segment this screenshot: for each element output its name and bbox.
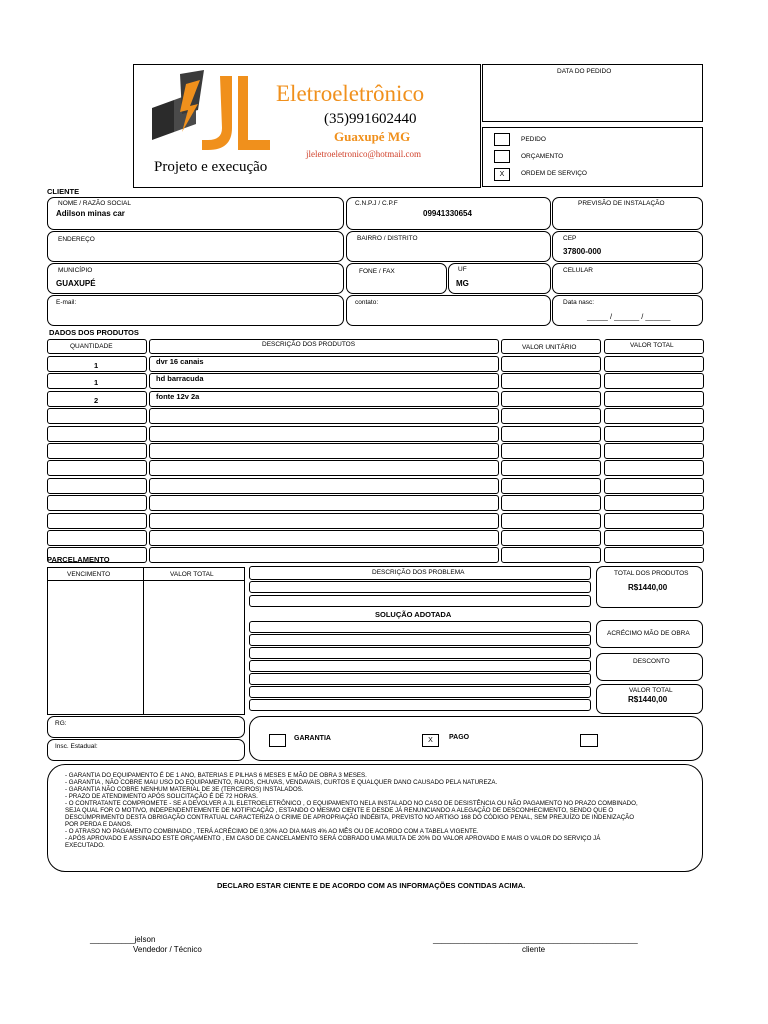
product-row-5-desc-cell[interactable] — [149, 426, 499, 442]
nome-value: Adilson minas car — [56, 209, 125, 218]
cnpj-value: 09941330654 — [423, 209, 472, 218]
problema-line-2[interactable] — [249, 595, 591, 607]
terms-line: - PRAZO DE ATENDIMENTO APÓS SOLICITAÇÃO É DE 72 HORAS. — [65, 793, 258, 800]
logo-panel — [133, 64, 481, 188]
label-orcamento: ORÇAMENTO — [521, 153, 564, 160]
product-quantity: 1 — [94, 361, 99, 370]
product-row-10-unit-cell[interactable] — [501, 513, 601, 529]
product-description: fonte 12v 2a — [156, 391, 200, 401]
checkbox-ordem-servico[interactable]: X — [494, 168, 510, 181]
product-row-4-unit-cell[interactable] — [501, 408, 601, 424]
label-pedido: PEDIDO — [521, 136, 546, 143]
header-valor-total: VALOR TOTAL — [604, 339, 704, 354]
cnpj-label: C.N.P.J / C.P.F — [355, 200, 398, 207]
desconto-label: DESCONTO — [633, 658, 670, 665]
cliente-signature-line: ______________________________________________ — [433, 935, 638, 944]
terms-line: - O ATRASO NO PAGAMENTO COMBINADO , TERÁ ACRÉCIMO DE 0,30% AO DIA MAIS 4% AO MÊS OU DE ACORDO COM A TABELA VIGENTE. — [65, 828, 479, 835]
product-description: dvr 16 canais — [156, 357, 204, 366]
product-row-4-total-cell[interactable] — [604, 408, 704, 424]
company-city: Guaxupé MG — [334, 129, 411, 144]
field-endereco[interactable] — [47, 231, 344, 262]
product-row-6-desc-cell[interactable] — [149, 443, 499, 459]
product-row-5-total-cell[interactable] — [604, 426, 704, 442]
uf-value: MG — [456, 279, 469, 288]
product-row-11-desc-cell[interactable] — [149, 530, 499, 546]
product-row-12-desc-cell[interactable] — [149, 547, 499, 563]
checkbox-pedido[interactable] — [494, 133, 510, 146]
field-rg[interactable] — [47, 716, 245, 738]
terms-line: POR PERDA E DANOS. — [65, 821, 133, 828]
terms-line: - GARANTIA , NÃO COBRE MAU USO DO EQUIPAMENTO, RAIOS, CHUVAS, VENDAVAIS, CURTOS E QUALQUER DANO CAUSADO PELA NATUREZA. — [65, 779, 498, 786]
section-produtos: DADOS DOS PRODUTOS — [49, 328, 139, 337]
cep-label: CEP — [563, 235, 577, 242]
order-date-label: DATA DO PEDIDO — [557, 68, 612, 75]
product-row-9-qty-cell[interactable] — [47, 495, 147, 511]
field-inscricao[interactable] — [47, 739, 245, 761]
terms-text — [65, 772, 638, 849]
label-ordem-servico: ORDEM DE SERVIÇO — [521, 170, 587, 177]
product-row-10-desc-cell[interactable] — [149, 513, 499, 529]
company-name: Eletroeletrônico — [276, 81, 425, 106]
field-data-nascimento[interactable] — [552, 295, 703, 326]
uf-label: UF — [458, 266, 467, 273]
field-cep[interactable] — [552, 231, 703, 262]
checkbox-garantia[interactable] — [269, 734, 286, 747]
product-row-6-total-cell[interactable] — [604, 443, 704, 459]
email-label: E-mail: — [56, 299, 77, 306]
terms-line: DESCUMPRIMENTO DESTA OBRIGAÇÃO CONTRATUAL CARACTERIZA O CRIME DE APROPRIAÇÃO INDÉBITA, PREVISTO NO ARTIGO 168 DO CÓDIGO PENAL, SEM PREJUÍZO DE INDENIZAÇÃO — [65, 814, 635, 821]
product-row-7-desc-cell[interactable] — [149, 460, 499, 476]
vencimento-label: VENCIMENTO — [67, 571, 111, 578]
contato-label: contato: — [355, 299, 379, 306]
terms-line: EXECUTADO. — [65, 842, 105, 849]
product-row-7-unit-cell[interactable] — [501, 460, 601, 476]
parcelamento-header-line — [48, 580, 244, 581]
product-row-2-total-cell[interactable] — [604, 373, 704, 389]
terms-line: - GARANTIA DO EQUIPAMENTO É DE 1 ANO, BATERIAS E PILHAS 6 MESES E MÃO DE OBRA 3 MESES. — [65, 772, 367, 779]
endereco-label: ENDEREÇO — [58, 236, 95, 243]
field-celular[interactable] — [552, 263, 703, 294]
section-cliente: CLIENTE — [47, 187, 80, 196]
terms-line: - O CONTRATANTE COMPROMETE - SE A DEVOLVER A JL ELETROELETRÔNICO , O EQUIPAMENTO NELA INSTALADO NO CASO DE DESISTÊNCIA OU NÃO PAGAMENTO NO PRAZO COMBINADO, — [65, 800, 638, 807]
field-uf[interactable] — [448, 263, 551, 294]
product-row-12-unit-cell[interactable] — [501, 547, 601, 563]
bairro-label: BAIRRO / DISTRITO — [357, 235, 418, 242]
header-valor-unitario: VALOR UNITÁRIO — [501, 339, 601, 354]
terms-line: - GARANTIA NÃO COBRE NENHUM MATERIAL DE 3E (TERCEIROS) INSTALADOS. — [65, 786, 304, 793]
field-bairro[interactable] — [346, 231, 551, 262]
product-row-3-unit-cell[interactable] — [501, 391, 601, 407]
solucao-line-7[interactable] — [249, 699, 591, 711]
parcelamento-table — [47, 567, 245, 715]
checkbox-extra[interactable] — [580, 734, 598, 747]
field-email[interactable] — [47, 295, 344, 326]
field-contato[interactable] — [346, 295, 551, 326]
checkbox-pago[interactable]: X — [422, 734, 439, 747]
product-row-9-total-cell[interactable] — [604, 495, 704, 511]
field-previsao[interactable] — [552, 197, 703, 230]
field-cnpj[interactable] — [346, 197, 551, 230]
order-date-box[interactable] — [482, 64, 703, 122]
product-row-3-total-cell[interactable] — [604, 391, 704, 407]
total-produtos-value: R$1440,00 — [628, 583, 668, 592]
product-row-2-qty-cell[interactable] — [47, 373, 147, 389]
nasc-value: _____ / ______ / ______ — [587, 312, 671, 321]
product-row-3-desc-cell[interactable] — [149, 391, 499, 407]
product-row-12-total-cell[interactable] — [604, 547, 704, 563]
valor-total-box — [596, 684, 703, 714]
terms-line: SEJA QUAL FOR O MOTIVO, INDEPENDENTEMENTE DE NOTIFICAÇÃO , ESTANDO O MESMO CIENTE E DESDE JÁ RENUNCIANDO A ALEGAÇÃO DE DESCONHECIMENTO, SENDO QUE O — [65, 807, 614, 814]
product-row-4-desc-cell[interactable] — [149, 408, 499, 424]
previsao-label: PREVISÃO DE INSTALAÇÃO — [578, 200, 665, 207]
header-quantidade: QUANTIDADE — [47, 339, 147, 354]
solucao-line-6[interactable] — [249, 686, 591, 698]
desconto-box[interactable] — [596, 653, 703, 681]
product-row-4-qty-cell[interactable] — [47, 408, 147, 424]
total-produtos-label: TOTAL DOS PRODUTOS — [614, 570, 689, 577]
product-row-7-total-cell[interactable] — [604, 460, 704, 476]
product-row-9-unit-cell[interactable] — [501, 495, 601, 511]
rg-label: RG: — [55, 720, 67, 727]
jl-logo-icon — [142, 70, 272, 160]
solucao-line-1[interactable] — [249, 621, 591, 633]
terms-box — [47, 764, 703, 872]
solucao-line-4[interactable] — [249, 660, 591, 672]
parcelamento-divider — [143, 568, 144, 714]
valor-total-label: VALOR TOTAL — [629, 687, 673, 694]
nome-label: NOME / RAZÃO SOCIAL — [58, 200, 131, 207]
solucao-header: SOLUÇÃO ADOTADA — [375, 610, 452, 619]
total-produtos-box — [596, 566, 703, 608]
garantia-label: GARANTIA — [294, 735, 331, 742]
product-row-2-desc-cell[interactable] — [149, 373, 499, 389]
field-fone[interactable] — [346, 263, 447, 294]
product-row-11-total-cell[interactable] — [604, 530, 704, 546]
checkbox-orcamento[interactable] — [494, 150, 510, 163]
product-quantity: 2 — [94, 395, 99, 405]
product-row-5-unit-cell[interactable] — [501, 426, 601, 442]
product-row-8-desc-cell[interactable] — [149, 478, 499, 494]
declaration-text: DECLARO ESTAR CIENTE E DE ACORDO COM AS INFORMAÇÕES CONTIDAS ACIMA. — [217, 881, 526, 890]
product-row-6-qty-cell[interactable] — [47, 443, 147, 459]
field-municipio[interactable] — [47, 263, 344, 294]
celular-label: CELULAR — [563, 267, 593, 274]
problema-header: DESCRIÇÃO DOS PROBLEMA — [249, 566, 591, 580]
product-row-1-desc-cell[interactable] — [149, 356, 499, 372]
nasc-label: Data nasc: — [563, 299, 595, 306]
vendedor-signature-line: __________jelson — [90, 935, 156, 944]
solucao-line-5[interactable] — [249, 673, 591, 685]
terms-line: - APÓS APROVADO E ASSINADO ESTE ORÇAMENTO , EM CASO DE CANCELAMENTO SERÁ COBRADO UMA MULTA DE 20% DO VALOR APROVADO E MAIS O VALOR DO SERVIÇO JÁ — [65, 835, 601, 842]
acrescimo-label: ACRÉCIMO MÃO DE OBRA — [607, 630, 690, 637]
product-row-1-qty-cell[interactable] — [47, 356, 147, 372]
parcelamento-valor-label: VALOR TOTAL — [170, 571, 214, 578]
product-row-5-qty-cell[interactable] — [47, 426, 147, 442]
fone-label: FONE / FAX — [359, 268, 395, 275]
municipio-value: GUAXUPÉ — [56, 279, 96, 288]
product-quantity: 1 — [94, 378, 99, 388]
vendedor-label: Vendedor / Técnico — [133, 945, 202, 954]
municipio-label: MUNICÍPIO — [58, 267, 93, 274]
product-description: hd barracuda — [156, 374, 204, 384]
cliente-label: cliente — [522, 945, 546, 954]
company-phone: (35)991602440 — [324, 111, 417, 127]
product-row-7-qty-cell[interactable] — [47, 460, 147, 476]
product-row-10-total-cell[interactable] — [604, 513, 704, 529]
product-row-11-unit-cell[interactable] — [501, 530, 601, 546]
product-row-2-unit-cell[interactable] — [501, 373, 601, 389]
product-row-9-desc-cell[interactable] — [149, 495, 499, 511]
product-row-8-unit-cell[interactable] — [501, 478, 601, 494]
product-row-11-qty-cell[interactable] — [47, 530, 147, 546]
solucao-line-2[interactable] — [249, 634, 591, 646]
product-row-1-total-cell[interactable] — [604, 356, 704, 372]
product-row-3-qty-cell[interactable] — [47, 391, 147, 407]
problema-line-1[interactable] — [249, 581, 591, 593]
solucao-line-3[interactable] — [249, 647, 591, 659]
product-row-10-qty-cell[interactable] — [47, 513, 147, 529]
product-row-8-qty-cell[interactable] — [47, 478, 147, 494]
product-row-6-unit-cell[interactable] — [501, 443, 601, 459]
product-row-8-total-cell[interactable] — [604, 478, 704, 494]
cep-value: 37800-000 — [563, 247, 602, 256]
pago-label: PAGO — [449, 734, 470, 741]
section-parcelamento: PARCELAMENTO — [47, 555, 110, 564]
company-email: jleletroeletronico@hotmail.com — [306, 149, 422, 159]
header-descricao: DESCRIÇÃO DOS PRODUTOS — [149, 339, 499, 354]
document-type-box — [482, 127, 703, 187]
product-row-1-unit-cell[interactable] — [501, 356, 601, 372]
acrescimo-box[interactable] — [596, 620, 703, 648]
inscricao-label: Insc. Estadual: — [55, 743, 98, 750]
status-box — [249, 716, 703, 761]
company-tagline: Projeto e execução — [154, 159, 268, 175]
valor-total-value: R$1440,00 — [628, 695, 668, 704]
field-nome[interactable] — [47, 197, 344, 230]
